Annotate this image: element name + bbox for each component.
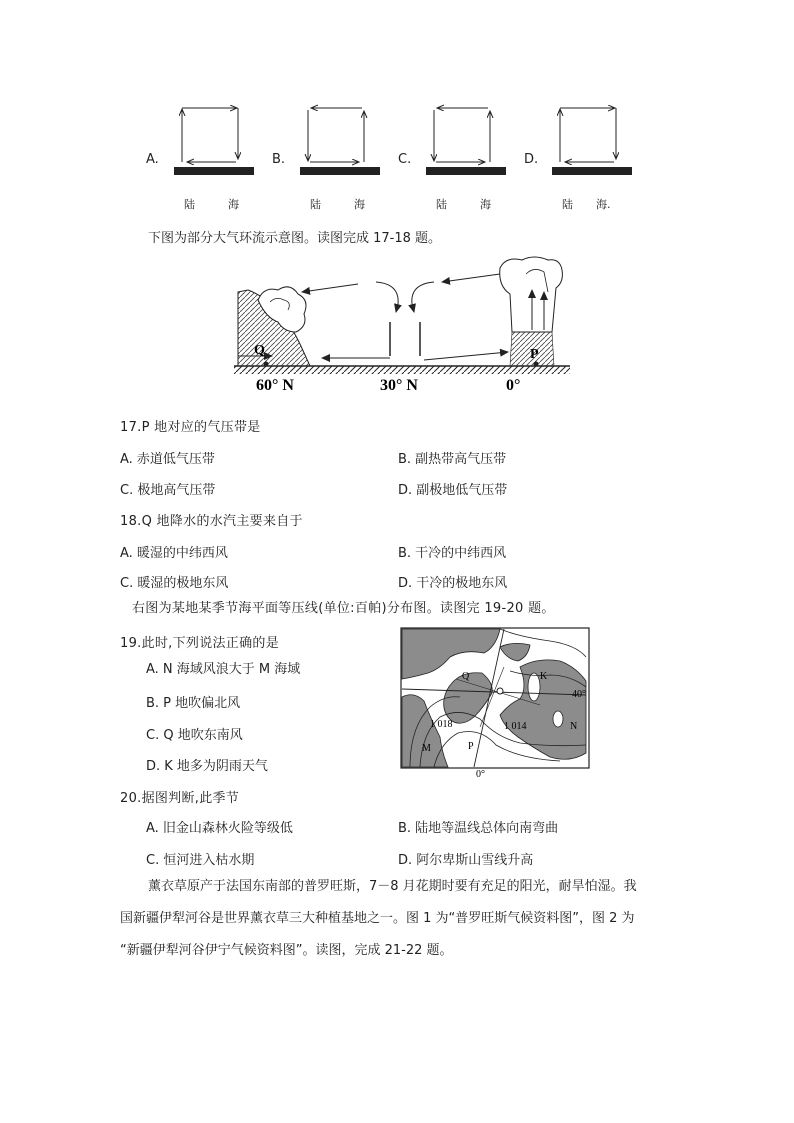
q20-option-c[interactable]: C. 恒河进入枯水期 [146,853,255,868]
passage-line-3: “新疆伊犁河谷伊宁气候资料图”。读图，完成 21-22 题。 [120,943,453,958]
lat-0: 0° [506,377,521,394]
passage-line-1: 薰衣草原产于法国东南部的普罗旺斯，7－8 月花期时要有充足的阳光，耐旱怕湿。我 [148,879,637,894]
sea-label: 海. [596,198,611,211]
label-q: Q [254,343,265,358]
q17-option-c[interactable]: C. 极地高气压带 [120,483,216,498]
q17-option-d[interactable]: D. 副极地低气压带 [398,483,508,498]
land-label: 陆 [184,198,195,211]
sea-label: 海 [354,198,365,211]
map-label-m: M [422,743,431,754]
q17-stem: 17.P 地对应的气压带是 [120,420,261,435]
option-d-letter: D. [524,152,539,167]
land-label: 陆 [436,198,447,211]
q17-option-a[interactable]: A. 赤道低气压带 [120,452,215,467]
sea-label: 海 [228,198,239,211]
q18-option-a[interactable]: A. 暖湿的中纬西风 [120,546,228,561]
intro-17-18: 下图为部分大气环流示意图。读图完成 17-18 题。 [148,231,442,246]
map-label-k: K [540,671,548,682]
circulation-diagram [230,252,575,400]
q20-option-d[interactable]: D. 阿尔卑斯山雪线升高 [398,853,534,868]
option-a-letter: A. [146,152,159,167]
lat-60n: 60° N [256,377,294,394]
q18-option-d[interactable]: D. 干冷的极地东风 [398,576,508,591]
q18-option-b[interactable]: B. 干冷的中纬西风 [398,546,507,561]
q19-option-b[interactable]: B. P 地吹偏北风 [146,696,241,711]
q20-option-b[interactable]: B. 陆地等温线总体向南弯曲 [398,821,559,836]
map-label-q: Q [462,671,470,682]
lat-30n: 30° N [380,377,418,394]
passage-line-2: 国新疆伊犁河谷是世界薰衣草三大种植基地之一。图 1 为“普罗旺斯气候资料图”，图 2 为 [120,911,635,926]
map-lat-40: 40° [572,689,586,700]
map-isobar-1018: 1 018 [430,719,453,730]
diagram-c [422,100,512,180]
land-label: 陆 [562,198,573,211]
map-label-p: P [468,741,474,752]
map-label-n: N [570,721,578,732]
isobar-map [400,627,592,779]
map-isobar-1014: 1 014 [504,721,527,732]
q20-option-a[interactable]: A. 旧金山森林火险等级低 [146,821,293,836]
option-c-letter: C. [398,152,412,167]
q19-option-d[interactable]: D. K 地多为阴雨天气 [146,759,268,774]
diagram-d [548,100,638,180]
land-label: 陆 [310,198,321,211]
sea-label: 海 [480,198,491,211]
option-b-letter: B. [272,152,286,167]
q19-option-c[interactable]: C. Q 地吹东南风 [146,728,243,743]
q20-stem: 20.据图判断,此季节 [120,791,240,806]
q18-option-c[interactable]: C. 暖湿的极地东风 [120,576,229,591]
q19-stem: 19.此时,下列说法正确的是 [120,636,280,651]
map-lon-0: 0° [476,769,485,779]
diagram-a [170,100,260,180]
diagram-b [296,100,386,180]
label-p: P [530,347,539,362]
q17-option-b[interactable]: B. 副热带高气压带 [398,452,507,467]
q18-stem: 18.Q 地降水的水汽主要来自于 [120,514,303,529]
intro-19-20: 右图为某地某季节海平面等压线(单位:百帕)分布图。读图完 19-20 题。 [132,601,555,616]
q19-option-a[interactable]: A. N 海域风浪大于 M 海域 [146,662,301,677]
